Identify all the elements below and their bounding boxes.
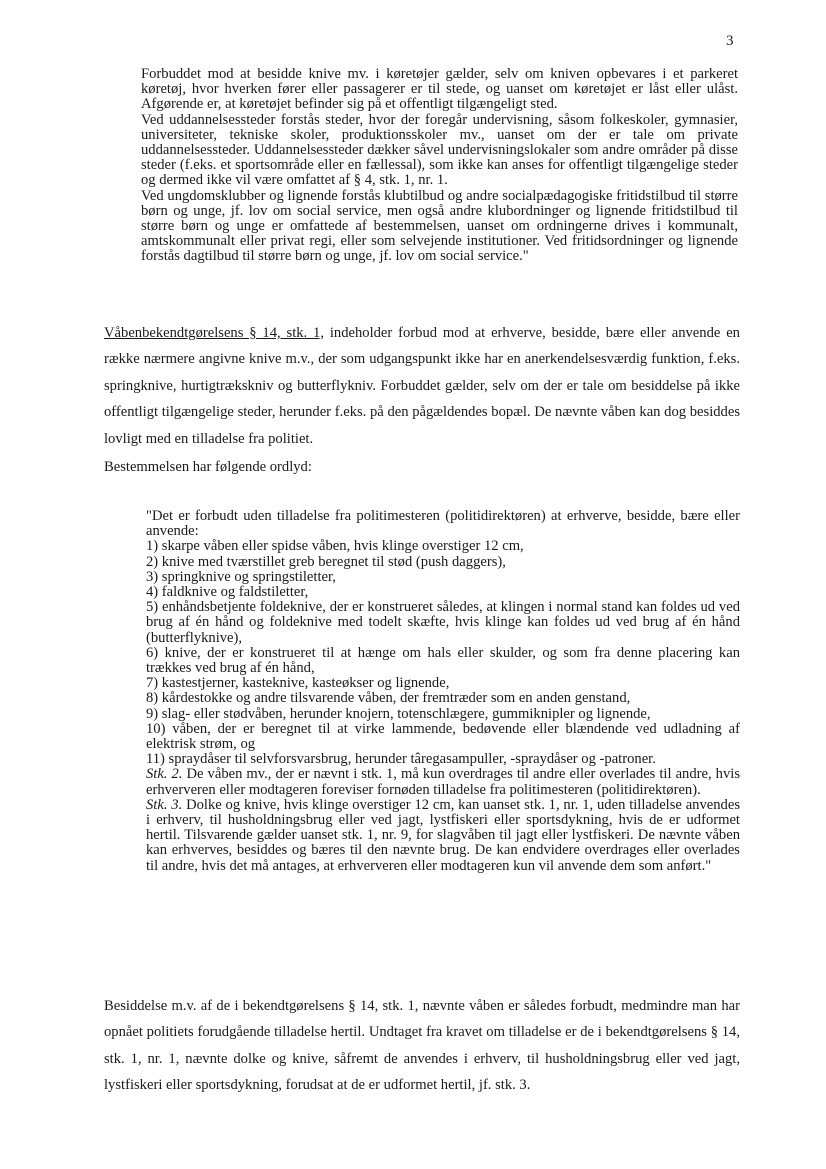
list-item: 1) skarpe våben eller spidse våben, hvis klinge overstiger 12 cm, <box>146 538 524 555</box>
paragraph-conclusion: Besiddelse m.v. af de i bekendtgørelsens § 14, stk. 1, nævnte våben er således forbudt, medmindre man har opnået politiets forudgående tilladelse hertil. Undtaget fra kravet om tilladelse er de i bekendtgørelsens § 14, stk. 1, nr. 1, nævnte dolke og knive, såfremt de anvendes i erhverv, til husholdningsbrug eller ved jagt, lystfiskeri eller sportsdykning, forudsat at de er udformet hertil, jf. stk. 3. <box>104 998 740 1094</box>
list-item: 7) kastestjerner, kasteknive, kasteøkser og lignende, <box>146 675 450 692</box>
subsection-3 <box>146 798 740 874</box>
paragraph-knife-rule <box>104 320 740 452</box>
list-item: 4) faldknive og faldstiletter, <box>146 584 309 601</box>
subsection-text: De våben mv., der er nævnt i stk. 1, må kun overdrages til andre eller overlades til andre, hvis erhververen eller modtageren foreviser fornøden tilladelse fra politimesteren (politidirektøren). <box>146 766 740 798</box>
quote-top <box>141 67 738 265</box>
paragraph-intro: Bestemmelsen har følgende ordlyd: <box>104 459 312 475</box>
subsection-label: Stk. 2. <box>146 766 183 783</box>
paragraph-text: indeholder forbud mod at erhverve, besidde, bære eller anvende en række nærmere angivne knive m.v., der som udgangspunkt ikke har en anerkendelsesværdig funktion, f.eks. springknive, hurtigtrækskniv og butterflykniv. Forbuddet gælder, selv om der er tale om besiddelse på ikke offentligt tilgængelige steder, herunder f.eks. på den pågældendes bopæl. De nævnte våben kan dog besiddes lovligt med en tilladelse fra politiet. <box>104 325 740 447</box>
quote-top-paragraph: Forbuddet mod at besidde knive mv. i køretøjer gælder, selv om kniven opbevares i et parkeret køretøj, hvor hverken fører eller passagerer er til stede, og uanset om køretøjet er låst eller ulåst. Afgørende er, at køretøjet befinder sig på et offentligt tilgængeligt sted. <box>141 66 738 113</box>
subsection-text: Dolke og knive, hvis klinge overstiger 12 cm, kan uanset stk. 1, nr. 1, uden tilladelse anvendes i erhverv, til husholdningsbrug eller ved jagt, lystfiskeri eller sportsdykning, hvis de er udformet hertil. Tilsvarende gælder uanset stk. 1, nr. 9, for slagvåben til jagt eller lystfiskeri. De nævnte våben kan erhverves, besiddes og bæres til den nævnte brug. De kan endvidere overdrages eller overlades til andre, hvis det må antages, at erhververen eller modtageren kun vil anvende dem som anført." <box>146 796 740 874</box>
quote-top-paragraph: Ved ungdomsklubber og lignende forstås klubtilbud og andre socialpædagogiske fritidstilbud til større børn og unge, jf. lov om social service, men også andre klubordninger og lignende fritidstilbud til større børn og unge er omfattede af bestemmelsen, uanset om ordningerne drives i kommunalt, amtskommunalt eller privat regi, eller som selvejende institutioner. Ved fritidsordninger og lignende forstås dagtilbud til større børn og unge, jf. lov om social service." <box>141 187 738 265</box>
list-item: 5) enhåndsbetjente foldeknive, der er konstrueret således, at klingen i normal stand kan foldes ud ved brug af én hånd og foldeknive med todelt skæfte, hvis klinge kan foldes ud ved brug af én hånd (butterflyknive), <box>146 599 740 646</box>
regulation-reference: Våbenbekendtgørelsens § 14, stk. 1, <box>104 325 324 341</box>
list-item: 2) knive med tværstillet greb beregnet til stød (push daggers), <box>146 553 506 570</box>
subsection-2 <box>146 767 740 797</box>
list-item: 6) knive, der er konstrueret til at hænge om hals eller skulder, og som fra denne placering kan trækkes ved brug af én hånd, <box>146 644 740 677</box>
quote-top-paragraph: Ved uddannelsessteder forstås steder, hvor der foregår undervisning, såsom folkeskoler, gymnasier, universiteter, tekniske skoler, produktionsskoler mv., uanset om der er tale om private uddannelsessteder. Uddannelsessteder dækker såvel undervisningslokaler som andre områder på disse steder (f.eks. et sportsområde eller en fællessal), som ikke kan anses for offentligt tilgængelige steder og dermed ikke vil være omfattet af § 4, stk. 1, nr. 1. <box>141 111 738 189</box>
page-number: 3 <box>726 33 734 49</box>
list-item: 11) spraydåser til selvforsvarsbrug, herunder târegasampuller, -spraydåser og -patroner. <box>146 751 656 768</box>
list-item: 8) kårdestokke og andre tilsvarende våben, der fremtræder som en anden genstand, <box>146 690 631 707</box>
subsection-label: Stk. 3. <box>146 796 183 813</box>
list-item: 10) våben, der er beregnet til at virke lammende, bedøvende eller blændende ved udladning af elektrisk strøm, og <box>146 720 740 753</box>
quote-main <box>146 509 740 874</box>
list-item: 3) springknive og springstiletter, <box>146 568 336 585</box>
list-item: 9) slag- eller stødvåben, herunder knojern, totenschlægere, gummiknipler og lignende, <box>146 705 651 722</box>
quote-opening: "Det er forbudt uden tilladelse fra politimesteren (politidirektøren) at erhverve, besidde, bære eller anvende: <box>146 508 740 540</box>
